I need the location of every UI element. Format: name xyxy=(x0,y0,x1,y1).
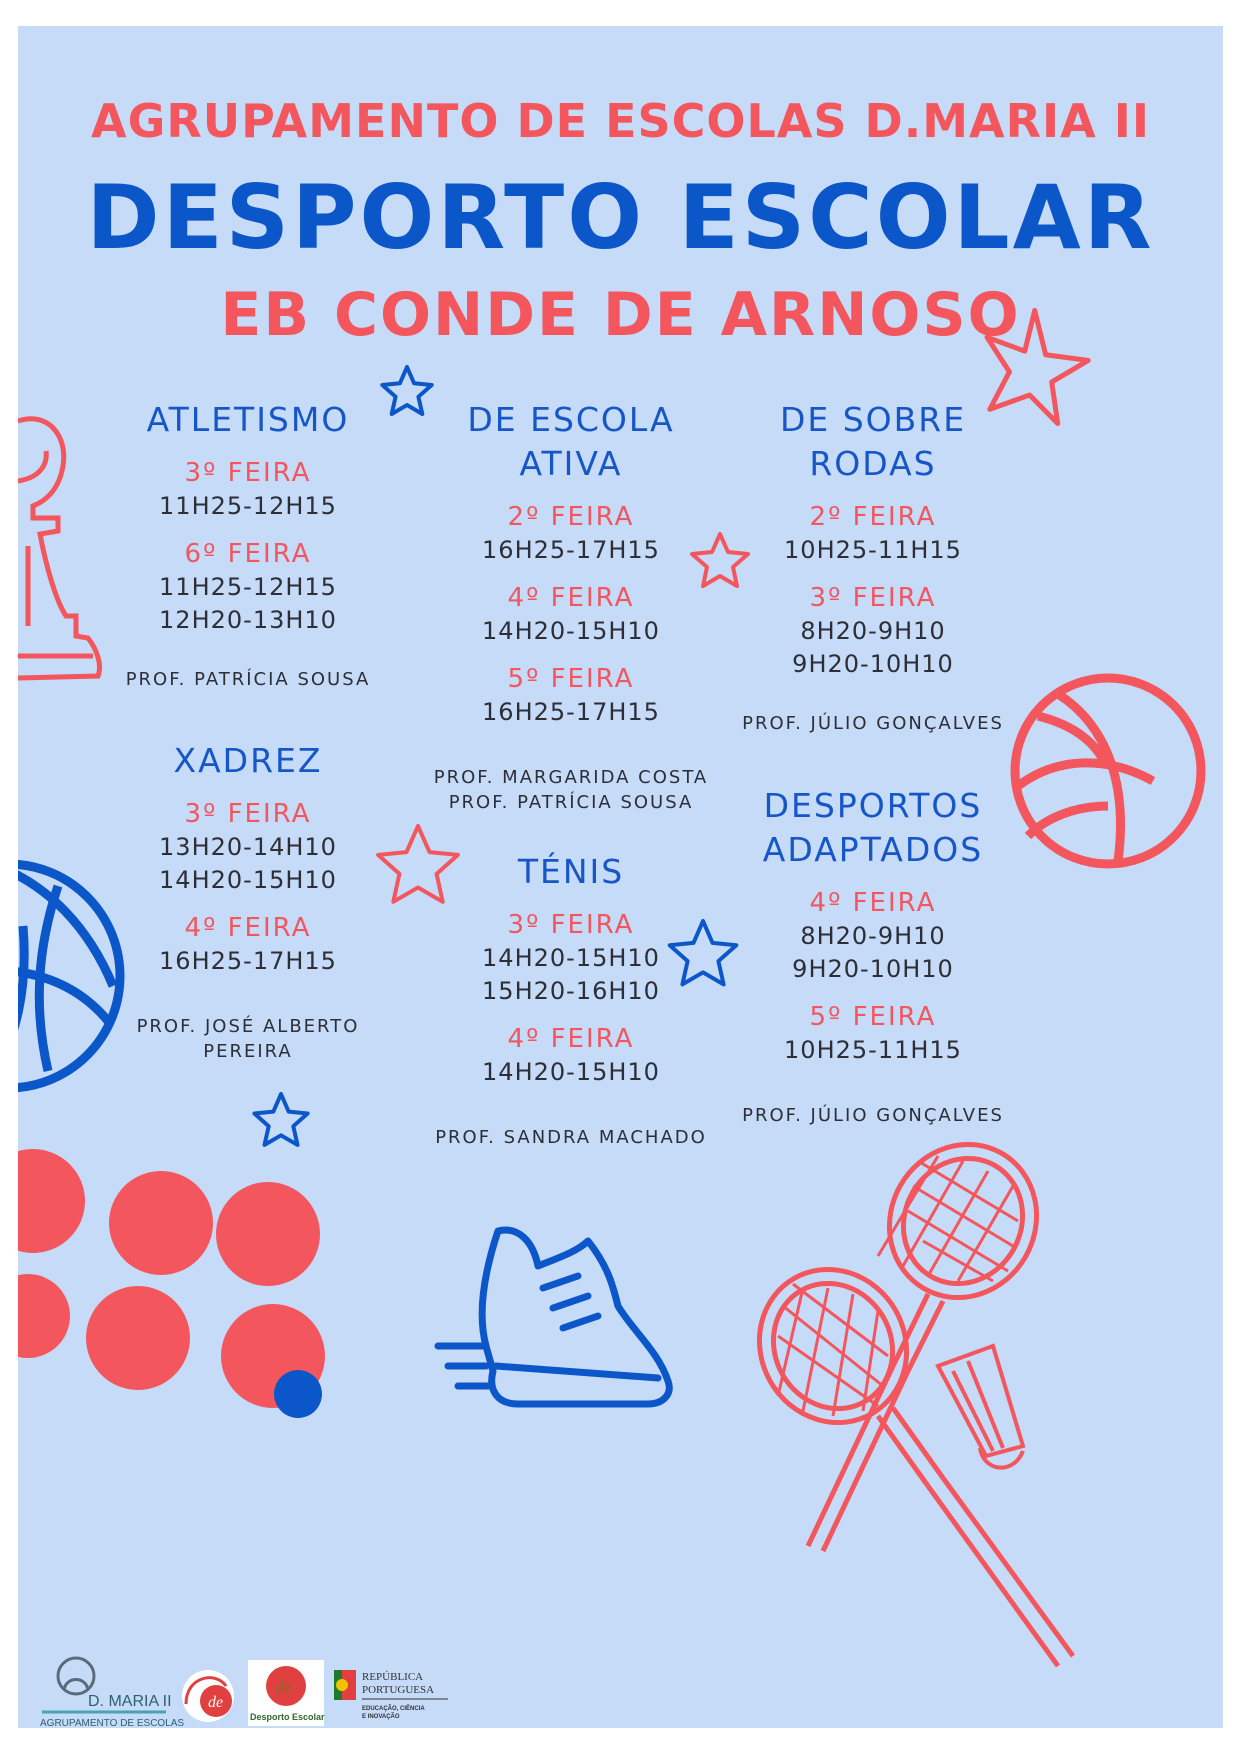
schedule-time: 11H25-12H15 xyxy=(159,573,337,601)
activity-desportos-adaptados xyxy=(723,784,1023,1128)
schedule-time: 10H25-11H15 xyxy=(784,1036,962,1064)
school-name: EB CONDE DE ARNOSO xyxy=(220,280,1021,350)
schedule-time: 11H25-12H15 xyxy=(159,492,337,520)
schedule-day: 5º FEIRA xyxy=(507,664,635,694)
schedule-day: 4º FEIRA xyxy=(507,1024,635,1054)
activity-title: ATIVA xyxy=(519,444,623,483)
republica-line-1: REPÚBLICA xyxy=(362,1671,424,1683)
schedule-time: 16H25-17H15 xyxy=(482,536,660,564)
republica-logo xyxy=(334,1670,448,1720)
teacher-name: PROF. MARGARIDA COSTA xyxy=(433,767,709,788)
schedule-time: 8H20-9H10 xyxy=(800,922,946,950)
teacher-name: PROF. SANDRA MACHADO xyxy=(435,1127,707,1148)
schedule-day: 6º FEIRA xyxy=(184,539,312,569)
dots-icon xyxy=(18,1149,325,1418)
activity-title: DESPORTOS xyxy=(763,786,983,825)
activity-de-escola-ativa xyxy=(426,398,716,815)
schedule-time: 16H25-17H15 xyxy=(159,947,337,975)
republica-line-2: PORTUGUESA xyxy=(362,1684,435,1696)
de-mark-small: de xyxy=(208,1694,224,1711)
teacher-name: PROF. JÚLIO GONÇALVES xyxy=(742,713,1004,734)
teacher-name: PROF. JÚLIO GONÇALVES xyxy=(742,1105,1004,1126)
activity-title: DE ESCOLA xyxy=(467,400,675,439)
dmaria-title: D. MARIA II xyxy=(88,1693,172,1710)
schedule-time: 14H20-15H10 xyxy=(159,866,337,894)
ministry-line-2: E INOVAÇÃO xyxy=(362,1714,400,1720)
desporto-escolar-label: Desporto Escolar xyxy=(250,1712,325,1722)
teacher-name: PEREIRA xyxy=(203,1041,293,1062)
schedule-time: 9H20-10H10 xyxy=(792,955,954,983)
schedule-time: 14H20-15H10 xyxy=(482,944,660,972)
activity-atletismo xyxy=(118,398,378,692)
schedule-day: 2º FEIRA xyxy=(809,502,937,532)
schedule-day: 3º FEIRA xyxy=(507,910,635,940)
dmaria-subtitle: AGRUPAMENTO DE ESCOLAS xyxy=(40,1718,185,1729)
activity-title: ATLETISMO xyxy=(146,400,350,439)
schedule-day: 4º FEIRA xyxy=(184,913,312,943)
schedule-day: 2º FEIRA xyxy=(507,502,635,532)
shuttlecock-icon xyxy=(938,1346,1023,1468)
schedule-time: 13H20-14H10 xyxy=(159,833,337,861)
activity-tenis xyxy=(426,850,716,1150)
activity-title: TÉNIS xyxy=(517,852,625,891)
teacher-name: PROF. JOSÉ ALBERTO xyxy=(136,1016,360,1037)
activity-title: RODAS xyxy=(809,444,937,483)
activity-de-sobre-rodas xyxy=(723,398,1023,736)
schedule-day: 5º FEIRA xyxy=(809,1002,937,1032)
schedule-day: 3º FEIRA xyxy=(184,458,312,488)
poster xyxy=(18,26,1223,1737)
volleyball-icon xyxy=(18,864,120,1088)
schedule-time: 15H20-16H10 xyxy=(482,977,660,1005)
sneaker-icon xyxy=(438,1230,669,1404)
schedule-day: 4º FEIRA xyxy=(507,583,635,613)
school-group-title: AGRUPAMENTO DE ESCOLAS D.MARIA II xyxy=(91,94,1150,148)
footer-logos xyxy=(36,1646,536,1737)
cle-logo xyxy=(182,1670,234,1722)
chess-pawn-icon xyxy=(18,419,100,678)
de-mark: de xyxy=(275,1677,292,1697)
schedule-time: 8H20-9H10 xyxy=(800,617,946,645)
basketball-icon xyxy=(1015,678,1201,864)
dmaria-logo: D. MARIA II AGRUPAMENTO DE ESCOLAS VILA NOVA DE FAMALICÃO xyxy=(40,1658,184,1728)
schedule-time: 10H25-11H15 xyxy=(784,536,962,564)
activity-title: DE SOBRE xyxy=(779,400,967,439)
schedule-time: 16H25-17H15 xyxy=(482,698,660,726)
badminton-rackets-icon xyxy=(732,1117,1073,1666)
schedule-time: 9H20-10H10 xyxy=(792,650,954,678)
teacher-name: PROF. PATRÍCIA SOUSA xyxy=(125,669,371,690)
page-title: DESPORTO ESCOLAR xyxy=(86,166,1155,269)
desporto-escolar-logo xyxy=(248,1660,325,1726)
schedule-day: 4º FEIRA xyxy=(809,888,937,918)
schedule-time: 12H20-13H10 xyxy=(159,606,337,634)
ministry-line-1: EDUCAÇÃO, CIÊNCIA xyxy=(362,1706,425,1712)
activity-title: ADAPTADOS xyxy=(762,830,984,869)
schedule-day: 3º FEIRA xyxy=(184,799,312,829)
schedule-time: 14H20-15H10 xyxy=(482,617,660,645)
activity-xadrez xyxy=(118,739,378,1064)
teacher-name: PROF. PATRÍCIA SOUSA xyxy=(448,792,694,813)
activity-title: XADREZ xyxy=(173,741,323,780)
schedule-day: 3º FEIRA xyxy=(809,583,937,613)
schedule-time: 14H20-15H10 xyxy=(482,1058,660,1086)
